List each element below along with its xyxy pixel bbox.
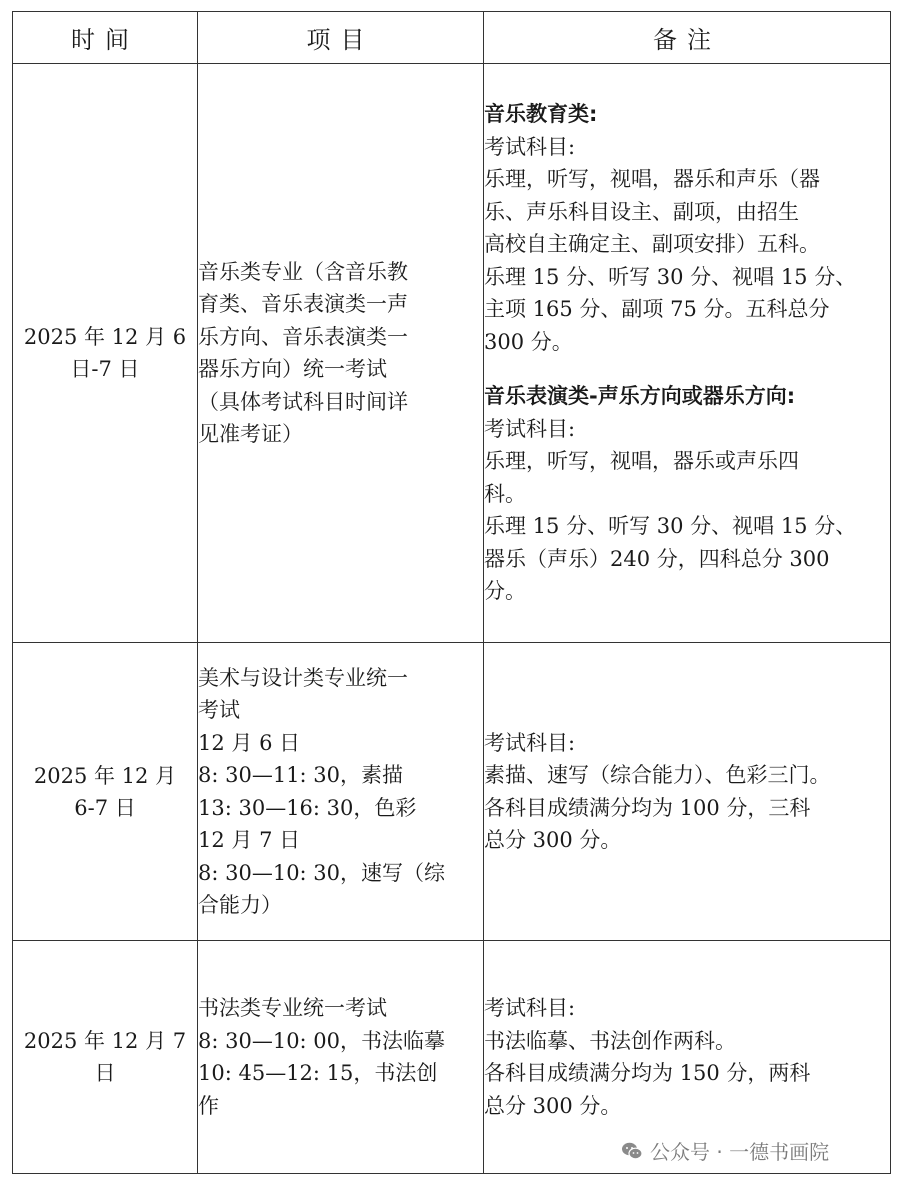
time-line: 2025 年 12 月 7 xyxy=(23,1029,187,1053)
notes-cell xyxy=(484,64,891,643)
time-line: 日-7 日 xyxy=(70,357,140,381)
project-cell xyxy=(198,941,484,1174)
watermark xyxy=(620,1136,829,1165)
project-line: 合能力） xyxy=(198,893,282,917)
project-line: 12 月 7 日 xyxy=(198,828,301,852)
notes-line: 乐理 15 分、听写 30 分、视唱 15 分、 xyxy=(484,264,857,289)
time-cell xyxy=(13,64,198,643)
notes-line: 考试科目: xyxy=(484,134,576,159)
notes-line: 各科目成绩满分均为 100 分，三科 xyxy=(484,795,811,820)
time-cell xyxy=(13,643,198,941)
notes-line: 考试科目: xyxy=(484,730,576,755)
notes-line: 乐理，听写，视唱，器乐或声乐四 xyxy=(484,449,799,474)
notes-line: 考试科目: xyxy=(484,996,576,1020)
notes-cell xyxy=(484,643,891,941)
time-line: 6-7 日 xyxy=(74,795,136,820)
project-line: 10: 45—12: 15，书法创 xyxy=(198,1061,438,1085)
project-line: 音乐类专业（含音乐教 xyxy=(198,259,408,284)
header-notes: 备注 xyxy=(484,12,891,64)
project-line: 8: 30—11: 30，素描 xyxy=(198,763,404,787)
project-line: 13: 30—16: 30，色彩 xyxy=(198,795,417,820)
notes-line: 主项 165 分、副项 75 分。五科总分 xyxy=(484,297,830,322)
header-time: 时间 xyxy=(13,12,198,64)
notes-line: 书法临摹、书法创作两科。 xyxy=(484,1028,736,1053)
notes-line: 300 分。 xyxy=(484,329,573,354)
time-line: 日 xyxy=(94,1061,116,1085)
table-row xyxy=(13,64,891,643)
notes-line: 乐、声乐科目设主、副项，由招生 xyxy=(484,199,799,224)
notes-line: 高校自主确定主、副项安排）五科。 xyxy=(484,232,820,257)
exam-schedule-table xyxy=(12,11,891,1174)
project-line: 乐方向、音乐表演类一 xyxy=(198,324,408,349)
project-line: 书法类专业统一考试 xyxy=(198,996,387,1020)
project-line: 12 月 6 日 xyxy=(198,730,301,755)
time-line: 2025 年 12 月 xyxy=(33,763,177,788)
notes-line: 各科目成绩满分均为 150 分，两科 xyxy=(484,1061,811,1085)
notes-line: 乐理 15 分、听写 30 分、视唱 15 分、 xyxy=(484,514,857,539)
time-line: 2025 年 12 月 6 xyxy=(23,325,187,349)
project-line: 美术与设计类专业统一 xyxy=(198,665,408,690)
notes-line: 分。 xyxy=(484,579,526,604)
section-title: 音乐教育类: xyxy=(484,102,598,127)
notes-line: 总分 300 分。 xyxy=(484,1093,622,1118)
project-line: 8: 30—10: 00，书法临摹 xyxy=(198,1028,446,1053)
notes-line: 科。 xyxy=(484,481,526,506)
header-row xyxy=(13,12,891,64)
project-line: 见准考证） xyxy=(198,422,303,446)
project-cell xyxy=(198,643,484,941)
project-line: 作 xyxy=(198,1093,219,1118)
notes-line: 素描、速写（综合能力）、色彩三门。 xyxy=(484,763,831,787)
project-line: （具体考试科目时间详 xyxy=(198,389,408,414)
header-project: 项目 xyxy=(198,12,484,64)
table-row xyxy=(13,643,891,941)
notes-line: 考试科目: xyxy=(484,416,576,441)
notes-line: 乐理，听写，视唱，器乐和声乐（器 xyxy=(484,167,820,192)
watermark-text: 公众号 · 一德书画院 xyxy=(650,1140,830,1164)
time-cell xyxy=(13,941,198,1174)
wechat-icon xyxy=(620,1139,644,1163)
project-cell xyxy=(198,64,484,643)
notes-line: 器乐（声乐）240 分，四科总分 300 xyxy=(484,546,830,571)
project-line: 考试 xyxy=(198,698,240,722)
notes-line: 总分 300 分。 xyxy=(484,828,622,852)
project-line: 育类、音乐表演类一声 xyxy=(198,292,408,316)
section-title: 音乐表演类-声乐方向或器乐方向: xyxy=(484,384,796,409)
section-gap xyxy=(484,358,890,380)
project-line: 8: 30—10: 30，速写（综 xyxy=(198,860,446,885)
project-line: 器乐方向）统一考试 xyxy=(198,357,387,381)
